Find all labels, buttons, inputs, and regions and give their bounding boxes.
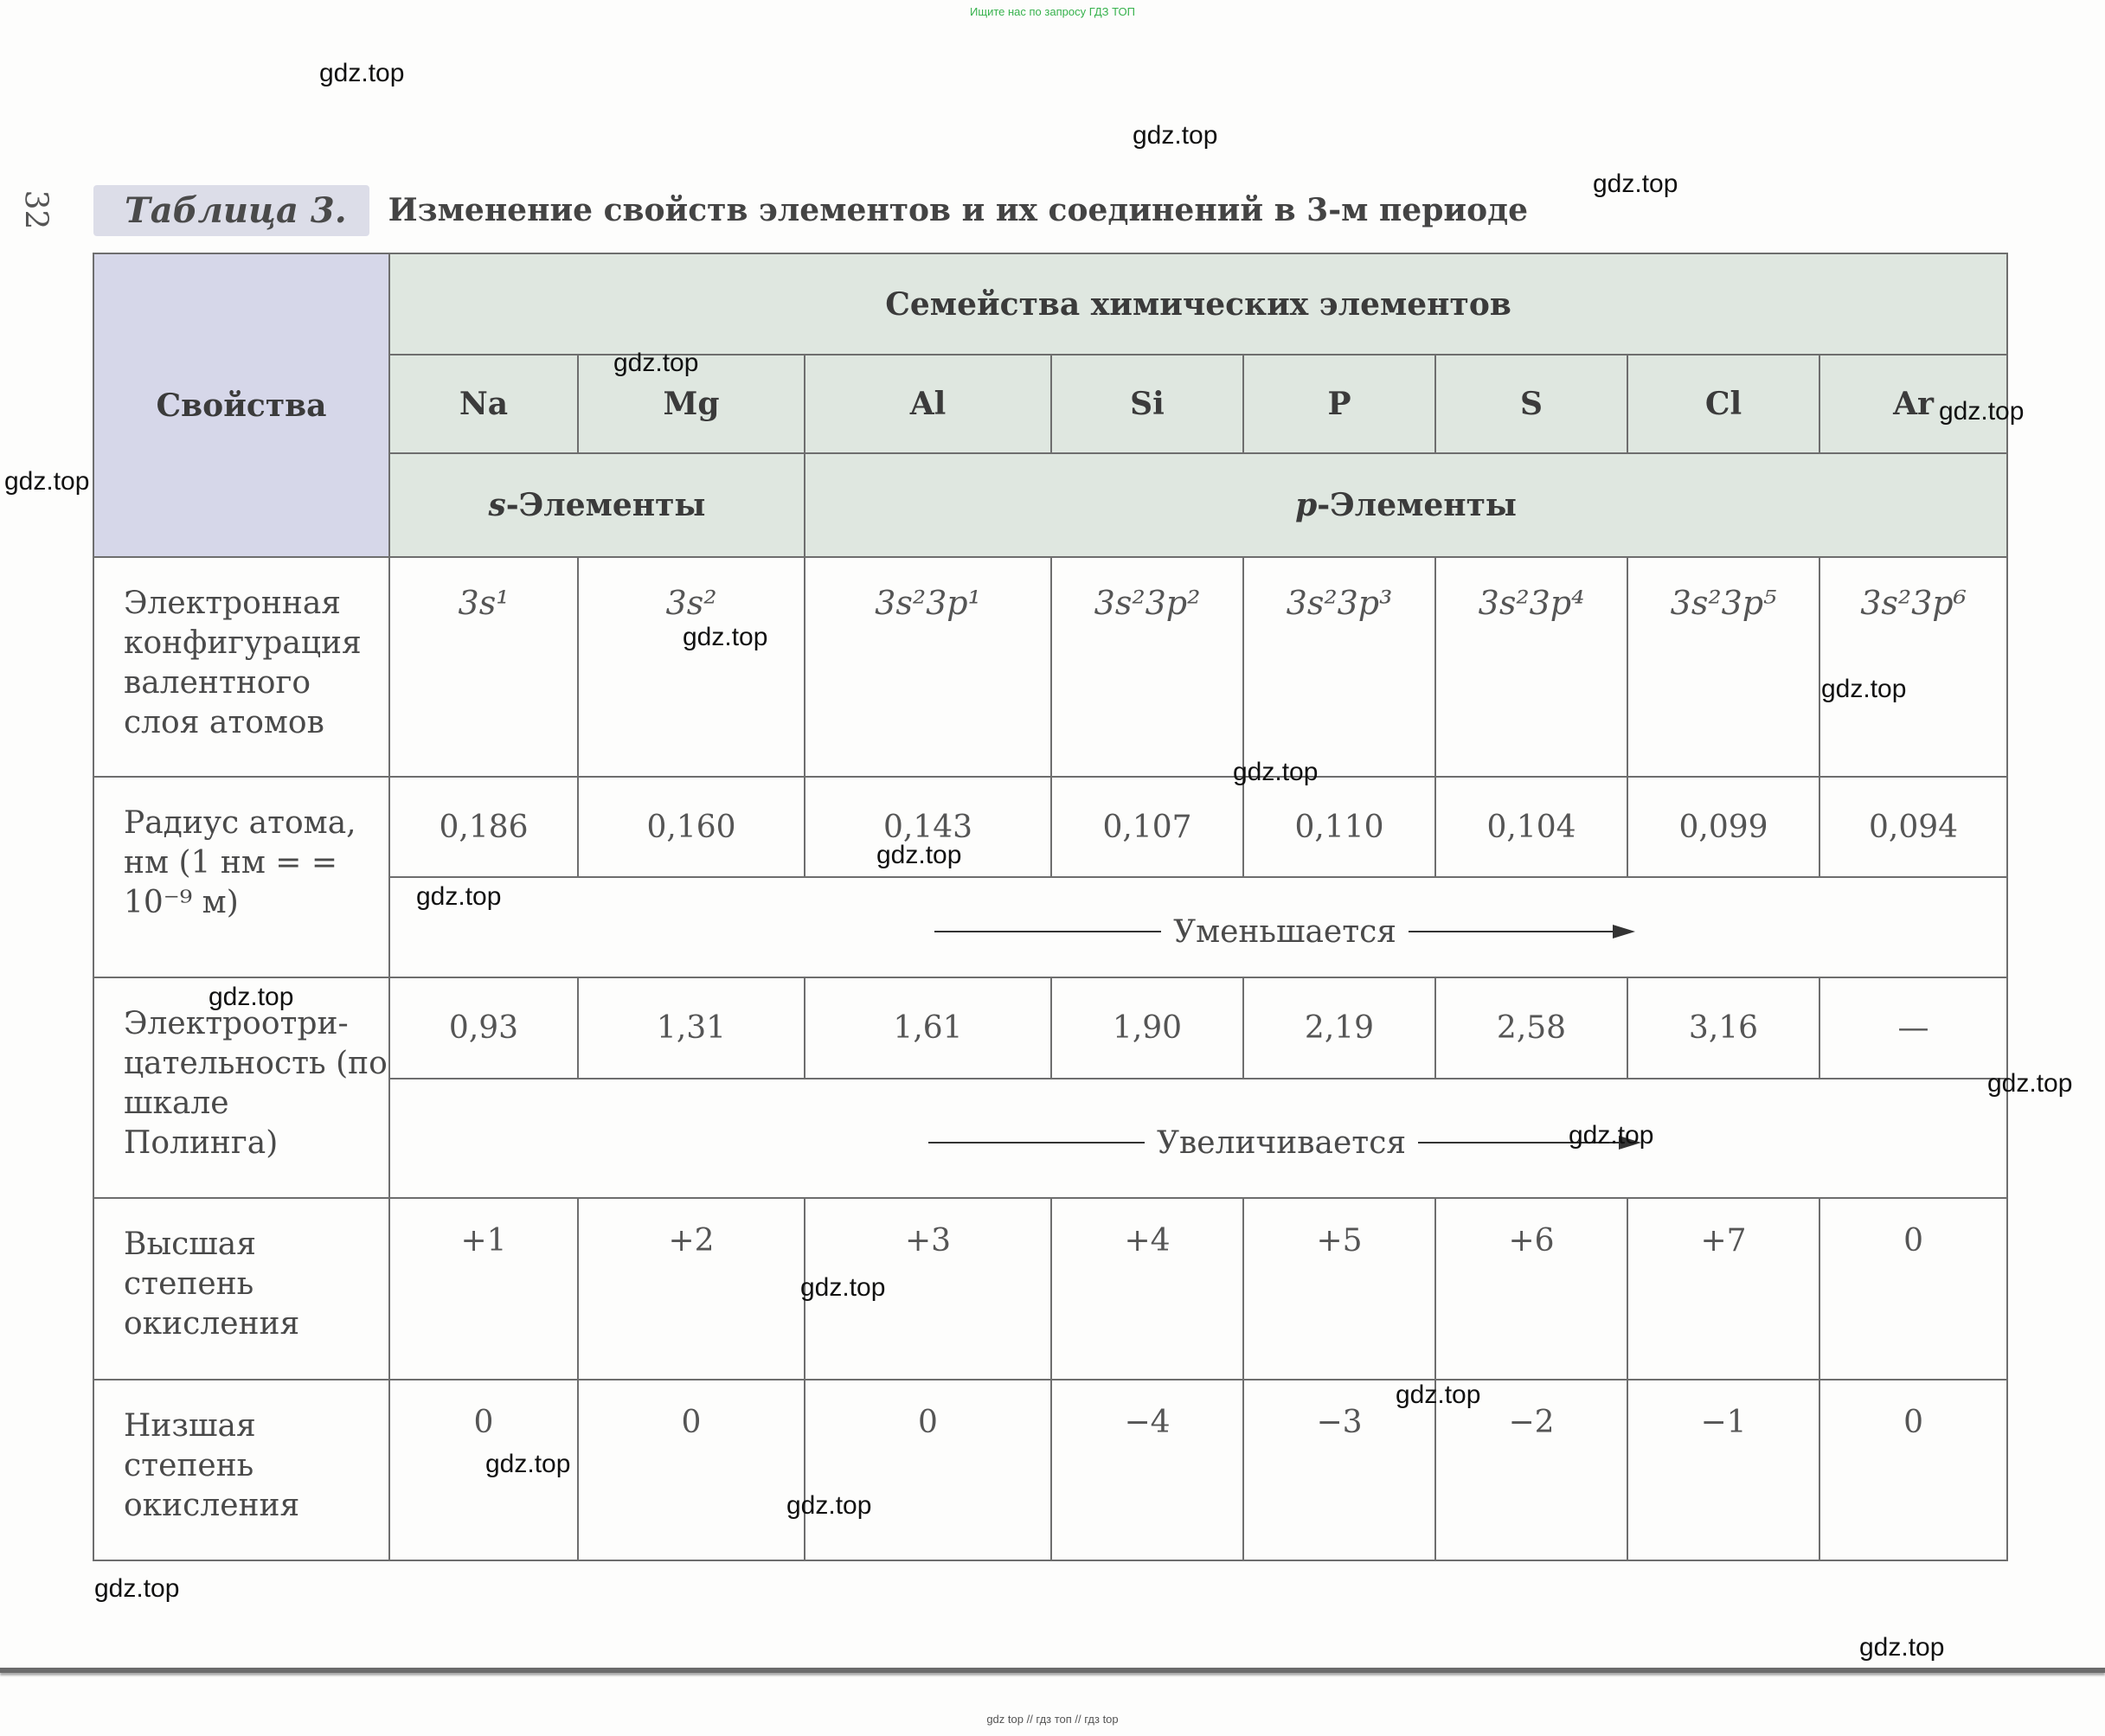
electronegativity-value: — <box>1819 977 2007 1079</box>
radius-value: 0,104 <box>1435 777 1627 877</box>
radius-value: 0,107 <box>1051 777 1243 877</box>
watermark: gdz.top <box>1593 170 1678 198</box>
watermark: gdz.top <box>1987 1069 2073 1098</box>
element-symbol: Mg <box>578 355 805 453</box>
electronegativity-value: 2,19 <box>1243 977 1435 1079</box>
watermark: gdz.top <box>786 1491 872 1520</box>
page-number: 32 <box>17 189 54 230</box>
min-oxidation-value: −2 <box>1435 1380 1627 1560</box>
electronegativity-trend <box>389 1079 2007 1198</box>
element-symbol: Na <box>389 355 578 453</box>
radius-trend <box>389 877 2007 977</box>
row-label-min-oxidation: Низшая степень окисления <box>93 1380 389 1560</box>
electronegativity-value: 3,16 <box>1627 977 1819 1079</box>
watermark: gdz.top <box>416 882 502 911</box>
p-family-suffix: -Элементы <box>1317 487 1518 523</box>
watermark: gdz.top <box>1821 675 1907 703</box>
arrow-line <box>928 1142 1145 1143</box>
max-oxidation-value: 0 <box>1819 1198 2007 1380</box>
max-oxidation-value: +3 <box>805 1198 1051 1380</box>
element-symbol: Si <box>1051 355 1243 453</box>
config-value: 3s²3p⁵ <box>1627 557 1819 777</box>
s-family-prefix: s <box>488 487 506 523</box>
config-value: 3s²3p⁶ <box>1819 557 2007 777</box>
config-value: 3s²3p¹ <box>805 557 1051 777</box>
arrow-right-icon <box>1613 925 1635 938</box>
watermark: gdz.top <box>319 59 405 87</box>
max-oxidation-value: +6 <box>1435 1198 1627 1380</box>
watermark: gdz.top <box>485 1450 571 1478</box>
watermark: gdz.top <box>876 841 962 869</box>
element-symbol: Ar <box>1819 355 2007 453</box>
arrow-line <box>934 931 1161 932</box>
min-oxidation-value: −3 <box>1243 1380 1435 1560</box>
families-header: Семейства химических элементов <box>389 253 2007 355</box>
radius-value: 0,186 <box>389 777 578 877</box>
radius-value: 0,094 <box>1819 777 2007 877</box>
trend-label: Увеличивается <box>1157 1124 1407 1161</box>
radius-value: 0,110 <box>1243 777 1435 877</box>
electronegativity-value: 1,31 <box>578 977 805 1079</box>
s-family-label <box>389 453 805 557</box>
electronegativity-value: 2,58 <box>1435 977 1627 1079</box>
watermark: gdz.top <box>209 983 294 1011</box>
min-oxidation-value: 0 <box>578 1380 805 1560</box>
watermark: gdz.top <box>1569 1121 1654 1150</box>
properties-header: Свойства <box>93 253 389 557</box>
p-family-label <box>805 453 2007 557</box>
min-oxidation-value: 0 <box>805 1380 1051 1560</box>
element-symbol: S <box>1435 355 1627 453</box>
max-oxidation-value: +4 <box>1051 1198 1243 1380</box>
row-label-radius: Радиус атома, нм (1 нм = = 10⁻⁹ м) <box>93 777 389 977</box>
min-oxidation-value: 0 <box>1819 1380 2007 1560</box>
watermark: gdz.top <box>1233 758 1319 786</box>
min-oxidation-value: 0 <box>389 1380 578 1560</box>
s-family-suffix: -Элементы <box>505 487 706 523</box>
max-oxidation-value: +1 <box>389 1198 578 1380</box>
radius-value: 0,099 <box>1627 777 1819 877</box>
min-oxidation-value: −1 <box>1627 1380 1819 1560</box>
watermark: gdz.top <box>1133 121 1218 150</box>
radius-value: 0,143 <box>805 777 1051 877</box>
p-family-prefix: p <box>1295 487 1318 523</box>
electronegativity-value: 1,61 <box>805 977 1051 1079</box>
footer-links[interactable]: gdz top // гдз топ // гдз top <box>986 1713 1119 1726</box>
max-oxidation-value: +7 <box>1627 1198 1819 1380</box>
watermark: gdz.top <box>1939 397 2025 426</box>
element-symbol: P <box>1243 355 1435 453</box>
max-oxidation-value: +2 <box>578 1198 805 1380</box>
watermark: gdz.top <box>1396 1380 1481 1409</box>
row-label-electronegativity: Электроотри-цательность (по шкале Полинга) <box>93 977 389 1198</box>
config-value: 3s²3p⁴ <box>1435 557 1627 777</box>
row-label-max-oxidation: Высшая степень окисления <box>93 1198 389 1380</box>
trend-label: Уменьшается <box>1173 913 1397 950</box>
watermark: gdz.top <box>800 1273 886 1302</box>
config-value: 3s¹ <box>389 557 578 777</box>
config-value: 3s²3p² <box>1051 557 1243 777</box>
table-caption <box>93 185 1528 235</box>
min-oxidation-value: −4 <box>1051 1380 1243 1560</box>
electronegativity-value: 0,93 <box>389 977 578 1079</box>
watermark: gdz.top <box>613 349 699 377</box>
watermark: gdz.top <box>1859 1633 1945 1662</box>
trend-arrow <box>928 1125 1641 1161</box>
electronegativity-value: 1,90 <box>1051 977 1243 1079</box>
top-banner[interactable]: Ищите нас по запросу ГДЗ ТОП <box>970 5 1135 18</box>
arrow-line <box>1409 931 1613 932</box>
watermark: gdz.top <box>94 1574 180 1603</box>
radius-value: 0,160 <box>578 777 805 877</box>
caption-title: Изменение свойств элементов и их соединений в 3-м периоде <box>388 192 1528 228</box>
config-value: 3s²3p³ <box>1243 557 1435 777</box>
watermark: gdz.top <box>683 623 768 651</box>
element-symbol: Cl <box>1627 355 1819 453</box>
config-value: 3s² <box>578 557 805 777</box>
trend-arrow <box>934 914 1635 950</box>
properties-table <box>93 253 2008 1561</box>
watermark: gdz.top <box>4 467 90 496</box>
caption-label: Таблица 3. <box>93 185 369 236</box>
page-edge <box>0 1668 2105 1673</box>
row-label-config: Электронная конфигурация валентного слоя атомов <box>93 557 389 777</box>
element-symbol: Al <box>805 355 1051 453</box>
max-oxidation-value: +5 <box>1243 1198 1435 1380</box>
